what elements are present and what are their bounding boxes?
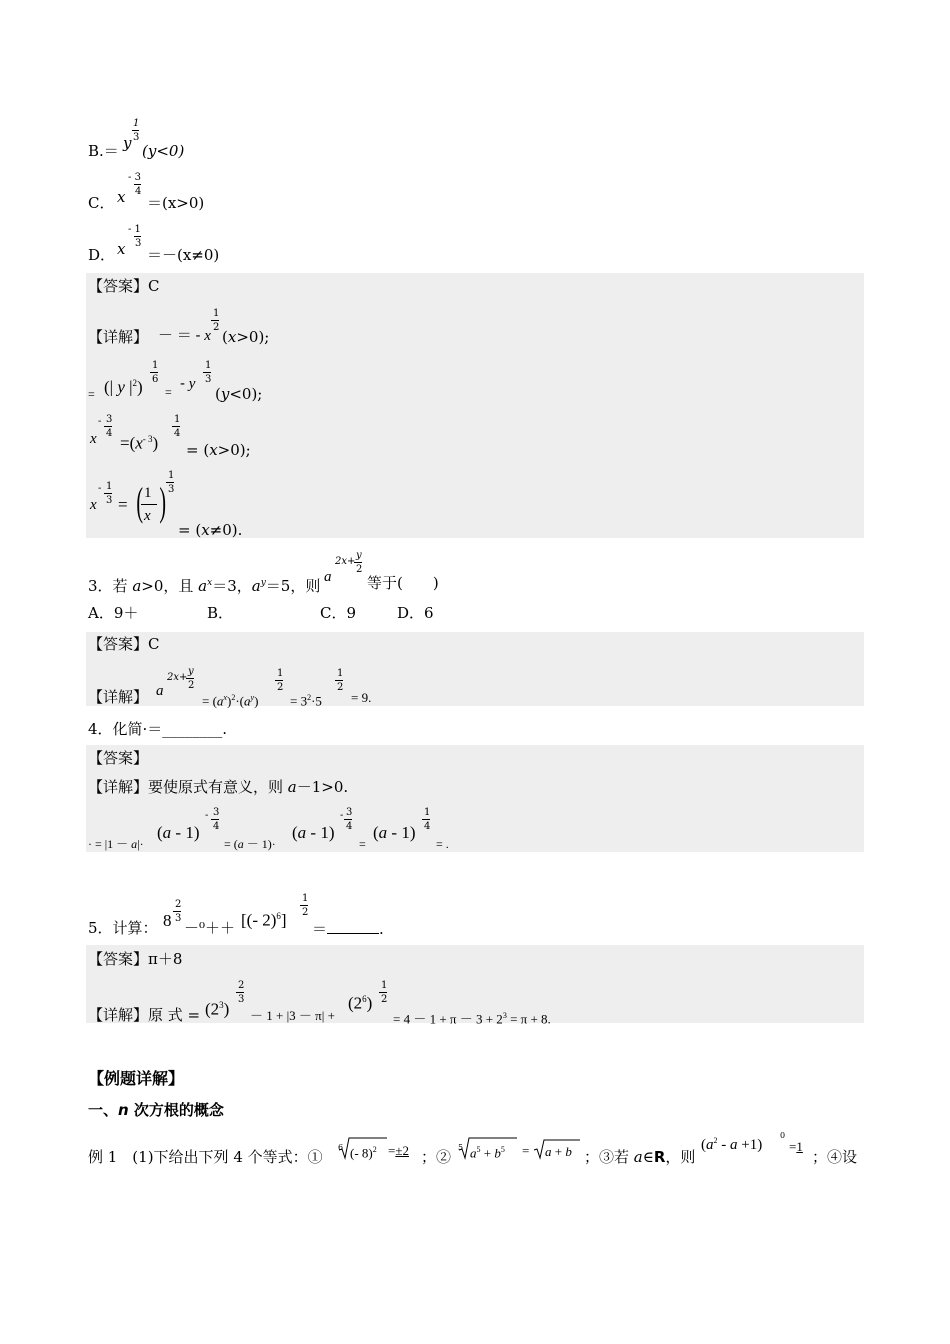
q4-calc-d: = . [436, 837, 449, 851]
q2-l2-mid: = [165, 385, 172, 399]
q4-calc-p1-bar [211, 819, 219, 820]
q4-calc-p2: (a - 1) [292, 823, 335, 842]
ex1-root2-index: 5 [458, 1143, 464, 1152]
q4-calc-p1-num: 3 [213, 807, 220, 818]
q3-opt-b: B． [207, 604, 234, 622]
q2-l4-num: 1 [144, 485, 152, 501]
ex1-paren-exp: 0 [780, 1131, 786, 1140]
ex1-b: ；② [421, 1148, 452, 1166]
q3-stem-exp-num: y [356, 550, 362, 561]
opt-d-tail: ＝－(x≠0) [147, 246, 220, 264]
q3-detail-e2-den: 2 [337, 682, 344, 693]
q2-l2-yexp-bar [203, 372, 211, 373]
q2-l2-cond: (y<0); [215, 385, 263, 403]
q5-eight-exp-num: 2 [175, 899, 182, 910]
q2-l3-rexp-num: 1 [174, 414, 181, 425]
q4-calc-p2-exp: - [340, 810, 344, 821]
answer-block-q4 [86, 745, 864, 852]
ex1-d: ；④设 [812, 1148, 858, 1166]
q4-calc-a: · = |1 － a|· [88, 837, 144, 851]
q3-detail-e1-num: 1 [277, 668, 284, 679]
q3-opt-c: C．9 [320, 604, 357, 622]
ex1-paren-expr: $(a^2 - a +1)$ [701, 1136, 763, 1153]
q3-answer: 【答案】C [88, 635, 160, 653]
q2-l4-x: x [90, 497, 97, 513]
q3-detail-exp-den: 2 [188, 680, 195, 691]
q5-bracket-exp-num: 1 [302, 893, 309, 904]
q3-stem-exp-den: 2 [356, 564, 363, 575]
ex1-root2-body: $a^5 + b^5$ [470, 1145, 505, 1161]
opt-b-cond: (y<0) [142, 142, 185, 160]
q2-l4-exp-num: 1 [106, 481, 113, 492]
q3-detail-end: = $3^2\cdot 5$ [290, 693, 322, 709]
q5-detail-a: 【详解】原 式 = [88, 1006, 201, 1024]
opt-b-exp-den: 3 [133, 132, 140, 143]
q4-calc-p2-num: 3 [346, 807, 353, 818]
q2-answer: 【答案】C [88, 277, 160, 295]
q2-l2-exp-num: 1 [152, 360, 159, 371]
q2-l3-exp-num: 3 [106, 414, 113, 425]
q2-l2-expr: (| y $|^2$) [104, 377, 143, 397]
q5-stem-b: －⁰＋＋ [184, 919, 236, 937]
opt-d-exp-den: 3 [135, 238, 142, 249]
q2-l1-exp-bar [211, 320, 219, 321]
opt-d-base: x [117, 240, 126, 258]
q2-l2-exp-den: 6 [152, 374, 159, 385]
q2-l4-rexp-num: 1 [168, 470, 175, 481]
q2-l4-lparen: ( [136, 479, 143, 524]
q4-calc-b: = (a － 1)· [224, 837, 276, 851]
q2-l1-exp-den: 2 [213, 322, 220, 333]
q5-detail-p2-num: 1 [381, 980, 388, 991]
q5-eight-exp-bar [173, 911, 181, 912]
q3-stem-exp: 2x+ [335, 556, 356, 567]
q2-l2-yexp-den: 3 [205, 374, 212, 385]
opt-d-exp: - 1 [128, 224, 141, 235]
q5-eight: 8 [163, 911, 172, 930]
q3-detail-e2-num: 1 [337, 668, 344, 679]
opt-c-label: C． [88, 194, 115, 212]
q3-detail-mid: = $(a^x)^2\cdot(a^y)$ [202, 693, 259, 709]
q2-l2-y: - y [180, 375, 196, 392]
q2-l3-exp-bar [104, 426, 112, 427]
q5-detail-p1: $(2^3)$ [205, 999, 230, 1019]
q2-l3-rexp-bar [172, 426, 180, 427]
opt-b-base: y [123, 134, 132, 152]
q4-answer: 【答案】 [88, 749, 149, 767]
q5-detail-p1-bar [236, 992, 244, 993]
q4-calc-p2-den: 4 [346, 821, 353, 832]
q3-detail-exp-num: y [188, 666, 194, 677]
opt-b-exp-num: 1 [133, 118, 140, 129]
q2-l3-exp: - [98, 416, 102, 427]
ex1-paren-rhs: =1 [789, 1139, 803, 1154]
q5-detail-p2-den: 2 [381, 994, 388, 1005]
q4-calc-p1: (a - 1) [157, 823, 200, 842]
ex1-a: 例 1 (1)下给出下列 4 个等式：① [88, 1148, 323, 1166]
q2-l4-bar [141, 504, 157, 505]
opt-c-exp: - 3 [128, 172, 141, 183]
q2-l3-exp-den: 4 [106, 428, 113, 439]
q4-calc-p2-bar [344, 819, 352, 820]
q5-detail-b: － 1 + |3 － π| + [250, 1008, 335, 1023]
ex1-root1-body: (- 8)$^2$ [350, 1145, 377, 1161]
q5-detail-c: = $4 - 1 + \pi - 3 + 2^3 = \pi + 8$. [393, 1011, 551, 1027]
q2-l3-rhs: $=(x^{- 3})$ [120, 433, 159, 453]
ex1-root1-index: 6 [338, 1143, 344, 1152]
q5-bracket-exp-bar [300, 905, 308, 906]
q5-detail-p1-num: 2 [238, 980, 245, 991]
opt-c-tail: ＝(x>0) [147, 194, 205, 212]
q3-detail-exp-bar [186, 678, 194, 679]
q2-l4-eq: = [118, 495, 128, 514]
q2-l2-yexp-num: 1 [205, 360, 212, 371]
q3-detail-base: a [156, 683, 164, 699]
opt-d-exp-bar [134, 236, 141, 237]
q4-calc-p1-den: 4 [213, 821, 220, 832]
q2-l4-exp-bar [104, 493, 112, 494]
q4-calc-p3: (a - 1) [373, 823, 416, 842]
opt-d-label: D． [88, 246, 116, 264]
q2-l3-x: x [90, 431, 97, 447]
q5-detail-p2: $(2^6)$ [348, 993, 373, 1013]
q3-detail-e2-bar [335, 680, 343, 681]
q2-l4-exp: - [98, 483, 102, 494]
answer-block-q2 [86, 273, 864, 538]
section-sub: 一、n 次方根的概念 [88, 1101, 224, 1119]
q5-bracket: [(- 2)$^6$] [241, 910, 287, 930]
opt-c-base: x [117, 188, 126, 206]
q5-bracket-exp-den: 2 [302, 907, 309, 918]
opt-b-exp-bar [132, 130, 139, 131]
ex1-root1-rhs: =±2 [388, 1143, 409, 1158]
q2-l4-den: x [144, 508, 151, 524]
q2-detail-label: 【详解】 [88, 328, 149, 346]
q2-l4-rparen: ) [159, 479, 166, 524]
ex1-c: ；③若 a∈R，则 [584, 1148, 696, 1166]
opt-c-exp-bar [134, 184, 141, 185]
q2-l4-cond: = (x≠0). [178, 521, 243, 539]
q2-l3-cond: = (x>0); [186, 441, 251, 459]
ex1-root2-eq: = [522, 1143, 530, 1158]
q4-calc-c: = [359, 837, 366, 851]
q2-l1-exp-num: 1 [213, 308, 220, 319]
q3-detail-e1-den: 2 [277, 682, 284, 693]
ex1-root3-body: a + b [545, 1144, 572, 1159]
q3-detail-result: = 9. [351, 690, 372, 705]
q2-l4-rexp-bar [166, 482, 174, 483]
q2-detail-l1: － ＝ - x [158, 327, 211, 344]
q5-stem-a: 5．计算： [88, 919, 158, 937]
q3-stem-base: a [324, 569, 332, 585]
q4-detail: 【详解】要使原式有意义，则 a－1>0. [88, 778, 349, 796]
q4-calc-p3-bar [422, 819, 430, 820]
opt-b-label: B.＝ [88, 142, 119, 160]
q5-eight-exp-den: 3 [175, 913, 182, 924]
q3-opt-d: D．6 [397, 604, 434, 622]
q3-stem-d: 等于( ) [367, 574, 439, 592]
q4-calc-p3-den: 4 [424, 821, 431, 832]
q3-stem-a: 3．若 a>0，且 $a^x=3$，$a^y=5$，则 [88, 577, 321, 595]
q5-answer: 【答案】π＋8 [88, 950, 183, 968]
q2-l4-exp-den: 3 [106, 495, 113, 506]
q3-opt-a: A．9＋ [88, 604, 139, 622]
q3-detail-e1-bar [275, 680, 283, 681]
q2-l1-cond: (x>0); [222, 328, 270, 346]
q5-stem-c: ＝ . [312, 920, 384, 938]
q3-detail-exp: 2x+ [167, 672, 188, 683]
q2-l3-rexp-den: 4 [174, 428, 181, 439]
q2-l4-rexp-den: 3 [168, 484, 175, 495]
opt-c-exp-den: 4 [135, 186, 142, 197]
q2-l2-exp-bar [150, 372, 158, 373]
q3-detail-label: 【详解】 [88, 688, 149, 706]
q3-stem-exp-bar [354, 562, 362, 563]
q5-detail-p1-den: 3 [238, 994, 245, 1005]
q5-detail-p2-bar [379, 992, 387, 993]
section-title: 【例题详解】 [88, 1069, 185, 1088]
q4-calc-p3-num: 1 [424, 807, 431, 818]
q4-calc-p1-exp: - [205, 810, 209, 821]
q4-stem: 4．化简·＝________. [88, 720, 228, 738]
q2-l2-eq: = [88, 387, 95, 401]
